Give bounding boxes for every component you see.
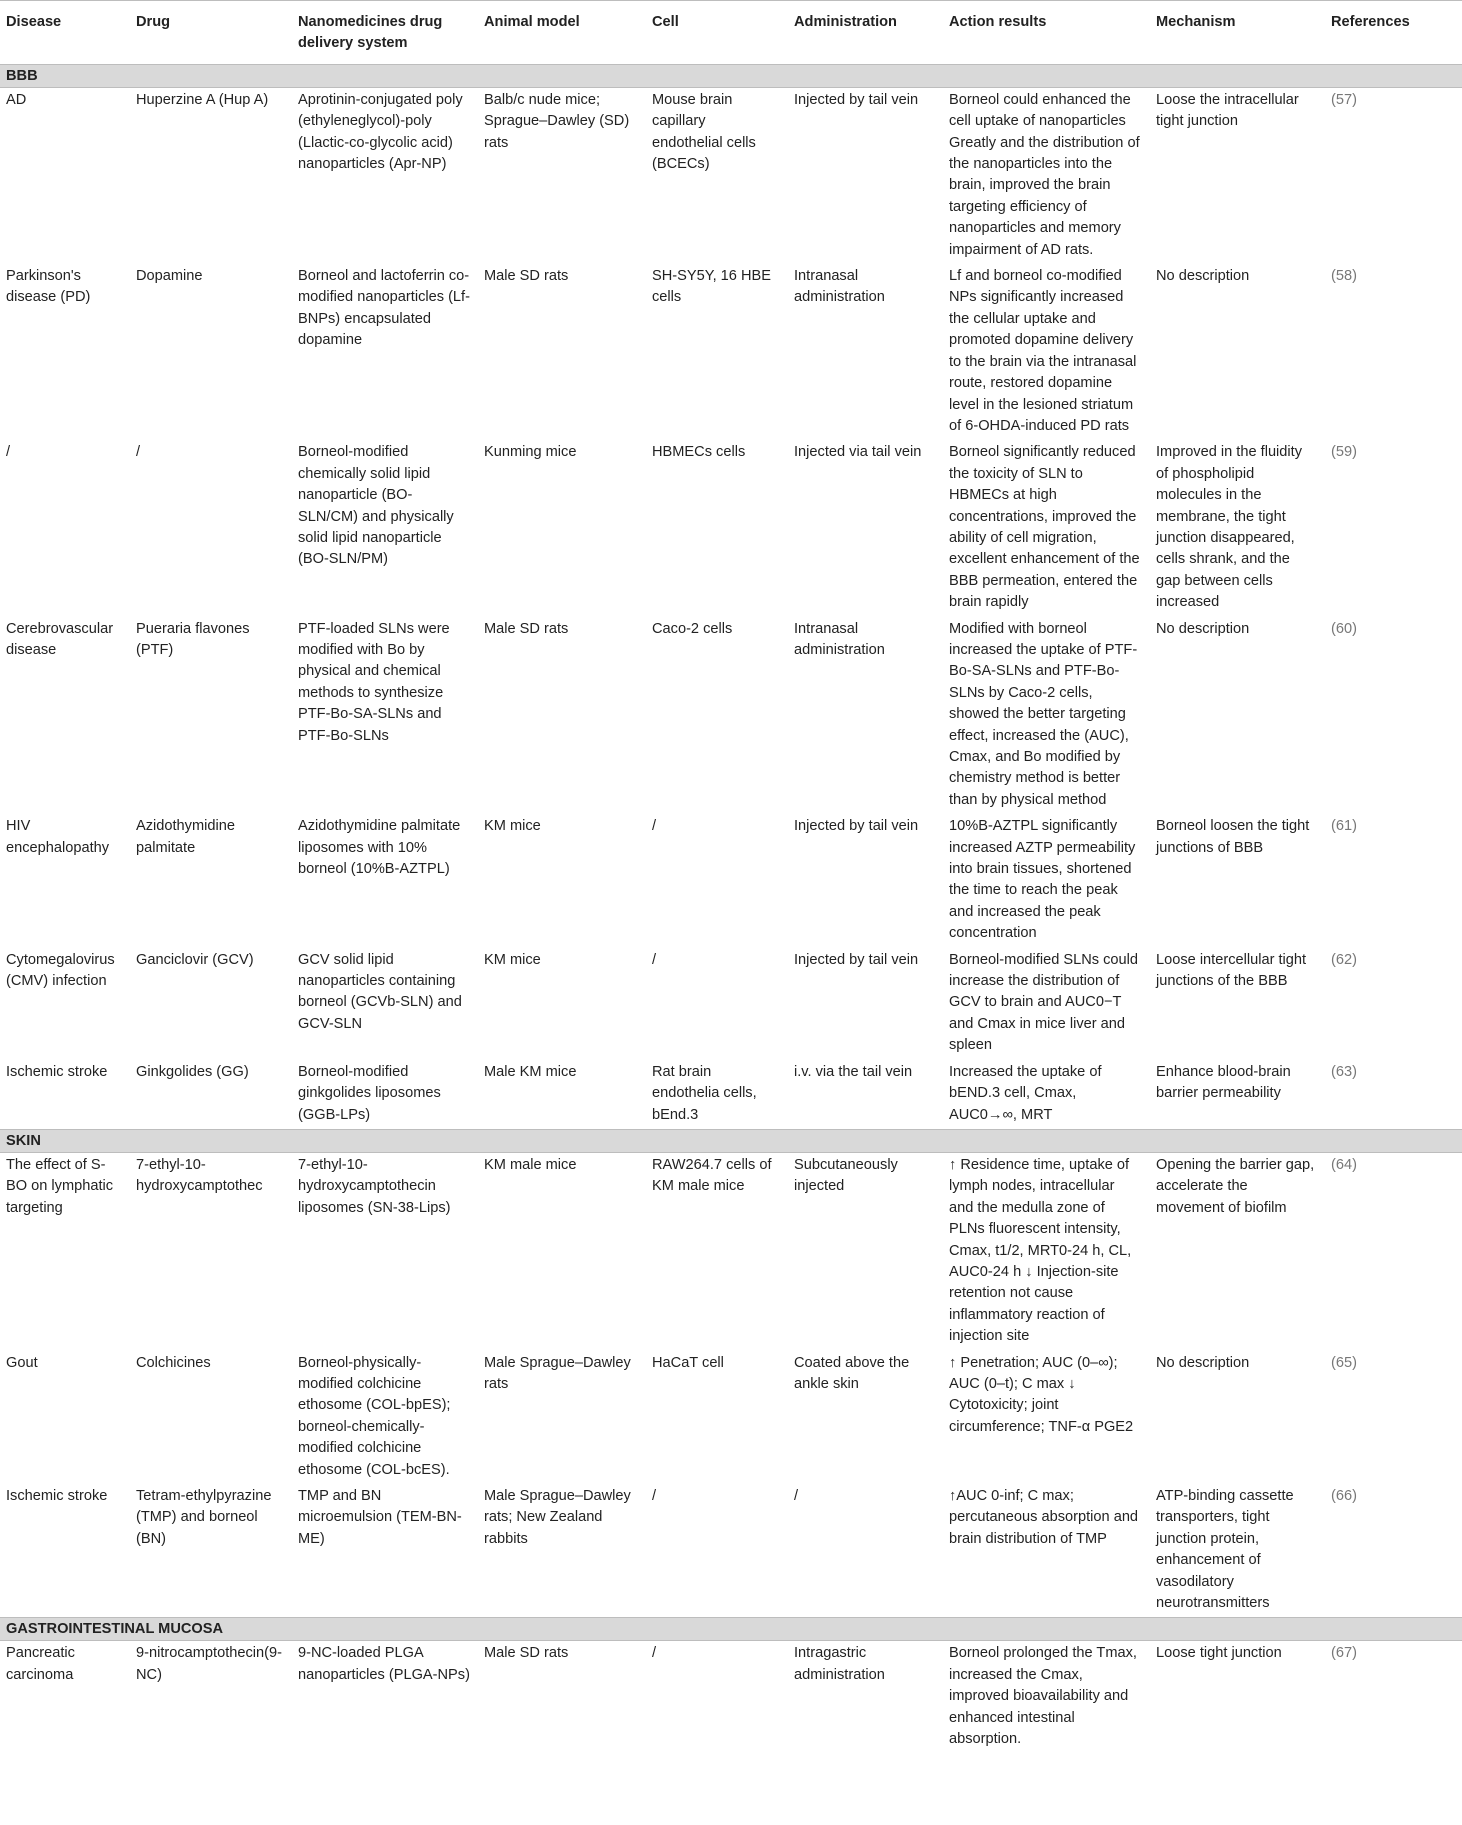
cell-drug: /: [136, 444, 141, 461]
header-disease: Disease: [0, 1, 130, 65]
cell-drug: 9-nitrocamptothecin(9-NC): [136, 1645, 283, 1683]
cell-delivery-system: 7-ethyl-10-hydroxycamptothecin liposomes (SN-38-Lips): [298, 1156, 451, 1216]
cell-administration: Injected by tail vein: [794, 91, 919, 108]
cell-delivery-system: PTF-loaded SLNs were modified with Bo by physical and chemical methods to synthesize PTF-Bo-SA-SLNs and PTF-Bo-SLNs: [298, 620, 450, 744]
cell-cell: SH-SY5Y, 16 HBE cells: [652, 268, 771, 306]
cell-action-results: Borneol could enhanced the cell uptake of nanoparticles Greatly and the distribution of the nanoparticles into the brain, improved the brain targeting efficiency of nanoparticles and memory impairment of AD rats.: [949, 91, 1140, 258]
table-header: [0, 1, 1462, 65]
header-row: [0, 1, 1462, 65]
section-row: [0, 64, 1462, 87]
cell-animal-model: Male SD rats: [484, 620, 569, 637]
cell-cell: /: [652, 1645, 657, 1662]
cell-reference[interactable]: (60): [1331, 620, 1357, 637]
cell-administration: i.v. via the tail vein: [794, 1063, 913, 1080]
cell-mechanism: Loose tight junction: [1156, 1645, 1282, 1662]
cell-mechanism: No description: [1156, 620, 1250, 637]
table-row: [0, 1641, 1462, 1754]
cell-drug: Tetram-ethylpyrazine (TMP) and borneol (BN): [136, 1488, 272, 1547]
header-references: References: [1325, 1, 1462, 65]
cell-cell: /: [652, 818, 657, 835]
cell-animal-model: Balb/c nude mice; Sprague–Dawley (SD) rats: [484, 91, 630, 151]
section-row: [0, 1129, 1462, 1152]
cell-animal-model: KM mice: [484, 951, 541, 968]
section-row: [0, 1618, 1462, 1641]
cell-cell: Mouse brain capillary endothelial cells (BCECs): [652, 91, 756, 173]
cell-mechanism: No description: [1156, 1354, 1250, 1371]
cell-administration: Injected via tail vein: [794, 444, 922, 461]
cell-reference[interactable]: (63): [1331, 1063, 1357, 1080]
cell-delivery-system: Borneol and lactoferrin co-modified nanoparticles (Lf-BNPs) encapsulated dopamine: [298, 268, 470, 349]
cell-animal-model: Male Sprague–Dawley rats; New Zealand rabbits: [484, 1488, 631, 1547]
cell-disease: Parkinson's disease (PD): [6, 268, 91, 306]
table-row: [0, 440, 1462, 616]
cell-drug: Azidothymidine palmitate: [136, 818, 235, 856]
cell-animal-model: Male SD rats: [484, 268, 569, 285]
table-row: [0, 1060, 1462, 1130]
cell-mechanism: ATP-binding cassette transporters, tight junction protein, enhancement of vasodilatory neurotransmitters: [1156, 1488, 1294, 1612]
header-action-results: Action results: [943, 1, 1150, 65]
cell-mechanism: Borneol loosen the tight junctions of BBB: [1156, 818, 1310, 856]
cell-action-results: Borneol significantly reduced the toxicity of SLN to HBMECs at high concentrations, improved the ability of cell migration, excellent enhancement of the BBB permeation, entered the brain rapidly: [949, 444, 1140, 611]
cell-disease: HIV encephalopathy: [6, 818, 110, 856]
cell-disease: Cerebrovascular disease: [6, 620, 114, 658]
cell-action-results: Increased the uptake of bEND.3 cell, Cmax, AUC0→∞, MRT: [949, 1063, 1102, 1123]
table-row: [0, 814, 1462, 947]
cell-cell: RAW264.7 cells of KM male mice: [652, 1156, 772, 1195]
cell-drug: Pueraria flavones (PTF): [136, 620, 250, 658]
header-mechanism: Mechanism: [1150, 1, 1325, 65]
cell-animal-model: Male SD rats: [484, 1645, 569, 1662]
cell-cell: HaCaT cell: [652, 1354, 724, 1371]
cell-cell: /: [652, 951, 657, 968]
section-title: SKIN: [0, 1129, 1462, 1152]
cell-action-results: ↑AUC 0-inf; C max; percutaneous absorption and brain distribution of TMP: [949, 1488, 1139, 1547]
section-title: GASTROINTESTINAL MUCOSA: [0, 1618, 1462, 1641]
cell-drug: 7-ethyl-10-hydroxycamptothec: [136, 1156, 263, 1195]
cell-disease: AD: [6, 91, 27, 108]
table-row: [0, 617, 1462, 815]
cell-reference[interactable]: (64): [1331, 1156, 1357, 1173]
cell-disease: The effect of S-BO on lymphatic targeting: [6, 1156, 114, 1216]
table-row: [0, 948, 1462, 1060]
header-delivery-system: Nanomedicines drug delivery system: [292, 1, 478, 65]
cell-administration: Intranasal administration: [794, 268, 885, 306]
header-cell: Cell: [646, 1, 788, 65]
cell-administration: /: [794, 1488, 799, 1504]
cell-delivery-system: Borneol-physically-modified colchicine ethosome (COL-bpES); borneol-chemically-modified colchicine ethosome (COL-bcES).: [298, 1354, 451, 1478]
cell-administration: Injected by tail vein: [794, 951, 919, 968]
cell-action-results: 10%B-AZTPL significantly increased AZTP permeability into brain tissues, shortened the time to reach the peak and increased the peak concentration: [949, 818, 1136, 942]
header-animal-model: Animal model: [478, 1, 646, 65]
header-administration: Administration: [788, 1, 943, 65]
cell-disease: /: [6, 444, 11, 461]
cell-reference[interactable]: (66): [1331, 1488, 1357, 1504]
cell-reference[interactable]: (67): [1331, 1645, 1357, 1662]
cell-delivery-system: Borneol-modified ginkgolides liposomes (GGB-LPs): [298, 1063, 441, 1123]
cell-administration: Intragastric administration: [794, 1645, 885, 1683]
cell-mechanism: Loose the intracellular tight junction: [1156, 91, 1299, 130]
cell-action-results: ↑ Residence time, uptake of lymph nodes, intracellular and the medulla zone of PLNs fluorescent intensity, Cmax, t1/2, MRT0-24 h, CL, AUC0-24 h ↓ Injection-site retention not cause inflammatory reaction of injection site: [949, 1156, 1132, 1345]
cell-action-results: Borneol prolonged the Tmax, increased the Cmax, improved bioavailability and enhanced intestinal absorption.: [949, 1645, 1137, 1748]
cell-disease: Ischemic stroke: [6, 1063, 108, 1080]
cell-animal-model: KM male mice: [484, 1156, 577, 1173]
table-body: [0, 64, 1462, 1753]
cell-mechanism: Opening the barrier gap, accelerate the movement of biofilm: [1156, 1156, 1315, 1216]
cell-mechanism: Enhance blood-brain barrier permeability: [1156, 1063, 1291, 1102]
cell-animal-model: Kunming mice: [484, 444, 577, 461]
cell-mechanism: No description: [1156, 268, 1250, 285]
cell-drug: Dopamine: [136, 268, 203, 285]
cell-action-results: Modified with borneol increased the uptake of PTF-Bo-SA-SLNs and PTF-Bo-SLNs by Caco-2 cells, showed the better targeting effect, increased the (AUC), Cmax, and Bo modified by chemistry method is better than by physical method: [949, 620, 1138, 808]
header-drug: Drug: [130, 1, 292, 65]
cell-administration: Subcutaneously injected: [794, 1156, 898, 1195]
table-row: [0, 1351, 1462, 1484]
cell-mechanism: Loose intercellular tight junctions of the BBB: [1156, 951, 1307, 990]
cell-delivery-system: Aprotinin-conjugated poly (ethyleneglycol)-poly (Llactic-co-glycolic acid) nanoparticles (Apr-NP): [298, 91, 463, 173]
cell-action-results: ↑ Penetration; AUC (0–∞); AUC (0–t); C max ↓ Cytotoxicity; joint circumference; TNF-α PGE2: [949, 1354, 1134, 1435]
cell-reference[interactable]: (65): [1331, 1354, 1357, 1371]
cell-administration: Coated above the ankle skin: [794, 1354, 910, 1392]
cell-drug: Ganciclovir (GCV): [136, 951, 254, 968]
cell-delivery-system: 9-NC-loaded PLGA nanoparticles (PLGA-NPs): [298, 1645, 470, 1683]
cell-drug: Huperzine A (Hup A): [136, 91, 269, 108]
cell-disease: Pancreatic carcinoma: [6, 1645, 75, 1683]
cell-drug: Colchicines: [136, 1354, 211, 1371]
table-row: [0, 87, 1462, 264]
cell-reference[interactable]: (58): [1331, 268, 1357, 285]
cell-cell: /: [652, 1488, 657, 1504]
table-row: [0, 264, 1462, 440]
cell-reference[interactable]: (59): [1331, 444, 1357, 461]
cell-reference[interactable]: (57): [1331, 91, 1357, 108]
cell-animal-model: Male KM mice: [484, 1063, 577, 1080]
section-title: BBB: [0, 64, 1462, 87]
cell-delivery-system: Azidothymidine palmitate liposomes with 10% borneol (10%B-AZTPL): [298, 818, 461, 878]
cell-delivery-system: TMP and BN microemulsion (TEM-BN-ME): [298, 1488, 462, 1547]
cell-cell: Rat brain endothelia cells, bEnd.3: [652, 1063, 757, 1123]
cell-cell: Caco-2 cells: [652, 620, 733, 637]
table-row: [0, 1484, 1462, 1618]
cell-reference[interactable]: (62): [1331, 951, 1357, 968]
cell-disease: Ischemic stroke: [6, 1488, 108, 1504]
cell-animal-model: KM mice: [484, 818, 541, 835]
cell-delivery-system: Borneol-modified chemically solid lipid nanoparticle (BO-SLN/CM) and physically solid lipid nanoparticle (BO-SLN/PM): [298, 444, 454, 568]
cell-administration: Injected by tail vein: [794, 818, 919, 835]
cell-mechanism: Improved in the fluidity of phospholipid molecules in the membrane, the tight junction disappeared, cells shrank, and the gap between cells increased: [1156, 444, 1303, 611]
cell-animal-model: Male Sprague–Dawley rats: [484, 1354, 631, 1392]
cell-administration: Intranasal administration: [794, 620, 885, 658]
cell-disease: Cytomegalovirus (CMV) infection: [6, 951, 115, 990]
cell-disease: Gout: [6, 1354, 38, 1371]
cell-drug: Ginkgolides (GG): [136, 1063, 249, 1080]
cell-cell: HBMECs cells: [652, 444, 746, 461]
cell-delivery-system: GCV solid lipid nanoparticles containing borneol (GCVb-SLN) and GCV-SLN: [298, 951, 462, 1032]
cell-action-results: Lf and borneol co-modified NPs significantly increased the cellular uptake and promoted dopamine delivery to the brain via the intranasal route, restored dopamine level in the lesioned striatum of 6-OHDA-induced PD rats: [949, 268, 1137, 434]
table-row: [0, 1152, 1462, 1350]
cell-action-results: Borneol-modified SLNs could increase the distribution of GCV to brain and AUC0−T and Cmax in mice liver and spleen: [949, 951, 1139, 1054]
cell-reference[interactable]: (61): [1331, 818, 1357, 835]
